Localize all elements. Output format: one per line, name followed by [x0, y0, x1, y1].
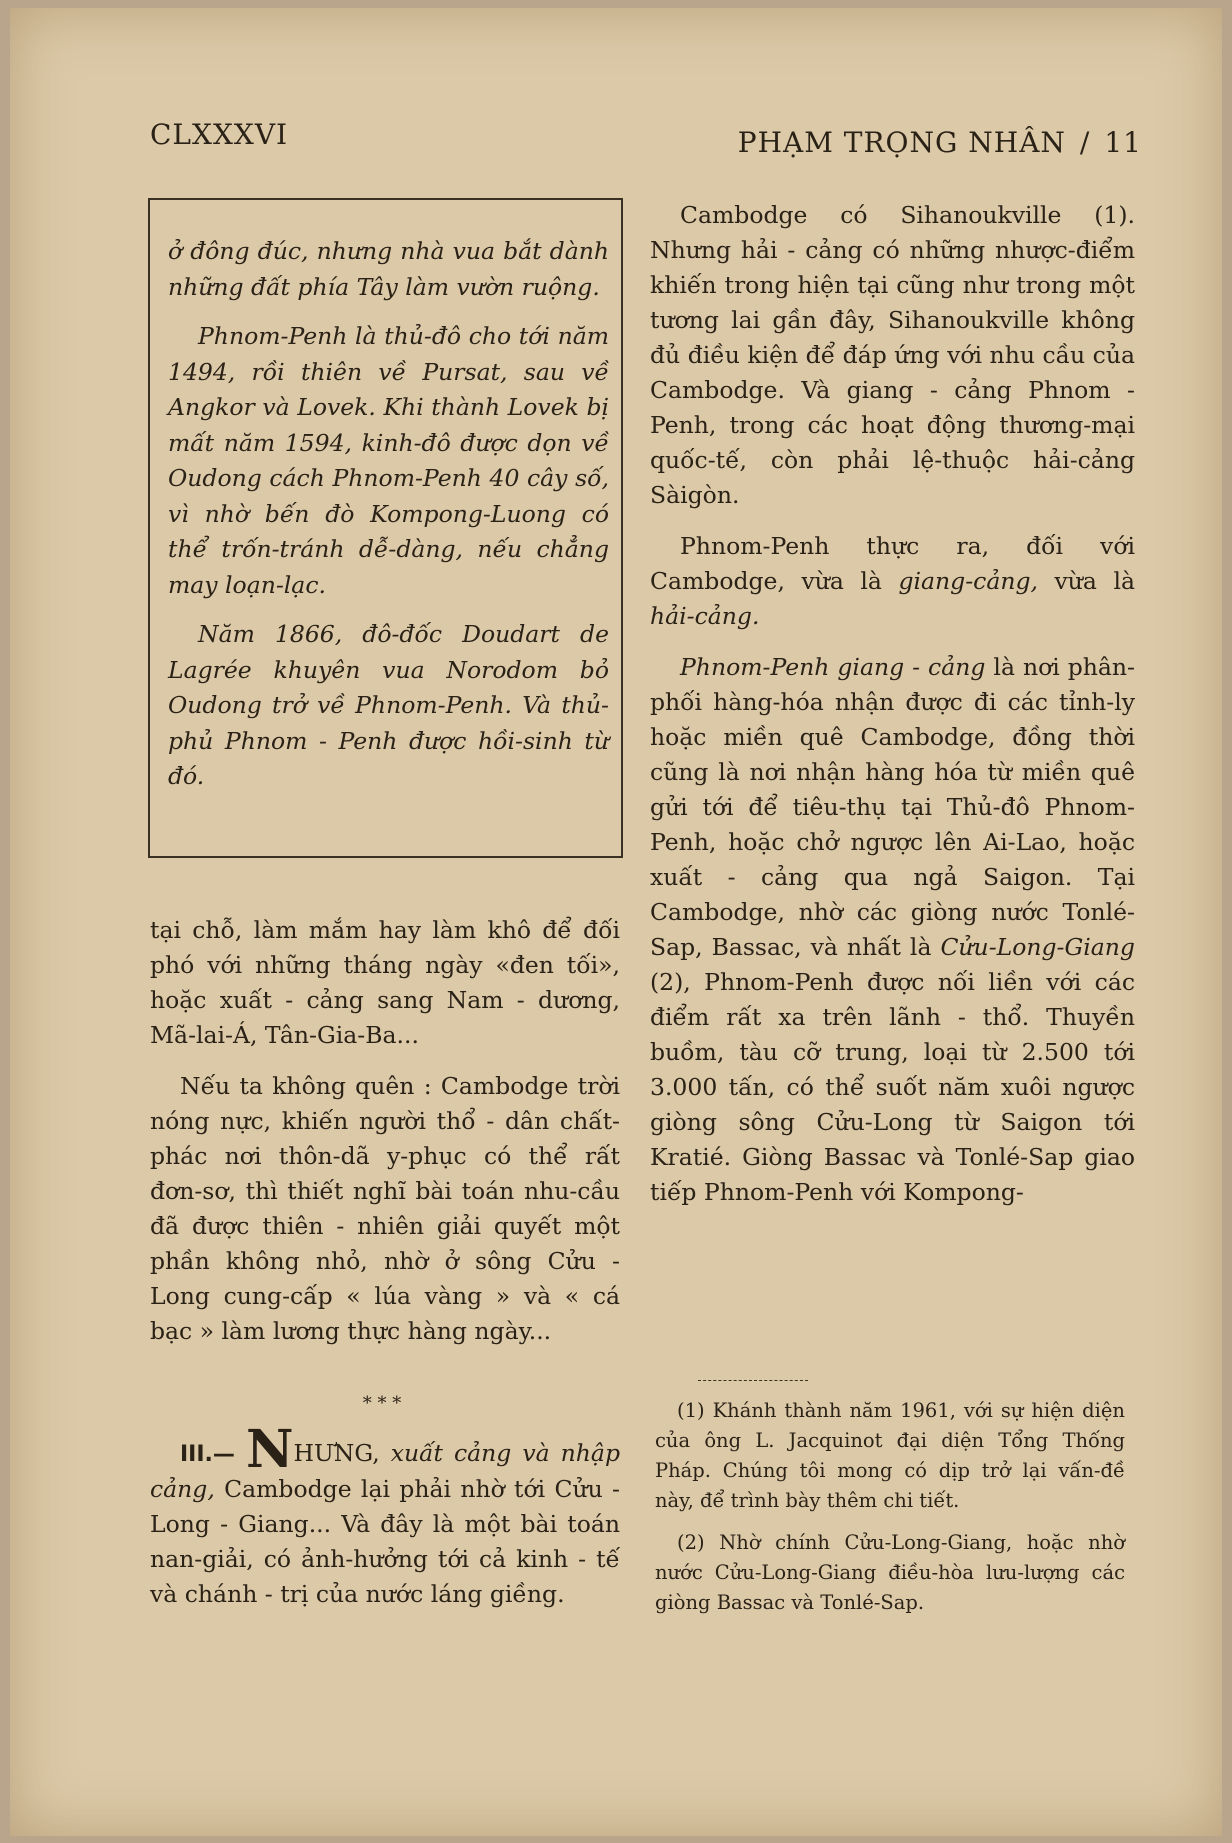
left-column: [150, 913, 620, 1628]
running-head-left: CLXXXVI: [150, 118, 289, 151]
header-separator: /: [1079, 126, 1091, 159]
box-paragraph-1: ở đông đúc, nhưng nhà vua bắt dành những đất phía Tây làm vườn ruộng.: [168, 237, 609, 301]
author-name: PHẠM TRỌNG NHÂN: [737, 126, 1066, 159]
footnote-2: (2) Nhờ chính Cửu-Long-Giang, hoặc nhờ nước Cửu-Long-Giang điều-hòa lưu-lượng các giòng Bassac và Tonlé-Sap.: [655, 1531, 1125, 1614]
boxed-sidebar: [148, 198, 623, 858]
page-number: 11: [1104, 126, 1142, 159]
footnote-1: (1) Khánh thành năm 1961, với sự hiện diện của ông L. Jacquinot đại diện Tổng Thống Pháp. Chúng tôi mong có dịp trở lại vấn-đề này, để trình bày thêm chi tiết.: [655, 1399, 1125, 1512]
section-italic: xuất cảng và nhập cảng,: [150, 1439, 620, 1503]
right-paragraph-1: Cambodge có Sihanoukville (1). Nhưng hải - cảng có những nhược-điểm khiến trong hiện tại cũng như trong một tương lai gần đây, Sihanoukville không đủ điều kiện để đáp ứng với nhu cầu của Cambodge. Và giang - cảng Phnom - Penh, trong các hoạt động thương-mại quốc-tế, còn phải lệ-thuộc hải-cảng Sàigòn.: [650, 201, 1135, 509]
footnote-rule: [698, 1380, 808, 1381]
section-three-paragraph: [150, 1419, 620, 1612]
left-paragraph-2: Nếu ta không quên : Cambodge trời nóng nực, khiến người thổ - dân chất-phác nơi thôn-dã y-phục có thể rất đơn-sơ, thì thiết nghĩ bài toán nhu-cầu đã được thiên - nhiên giải quyết một phần không nhỏ, nhờ ở sông Cửu - Long cung-cấp « lúa vàng » và « cá bạc » làm lương thực hàng ngày...: [150, 1072, 620, 1345]
right-p3-italic: Phnom-Penh giang - cảng: [680, 653, 986, 681]
section-text: Cambodge lại phải nhờ tới Cửu - Long - Giang... Và đây là một bài toán nan-giải, có ảnh-hưởng tới cả kinh - tế và chánh - trị của nước láng giềng.: [150, 1475, 620, 1608]
right-p2-a: Phnom-Penh thực ra, đối với Cambodge, vừa là: [650, 532, 1135, 595]
book-page: [10, 8, 1222, 1836]
right-paragraph-3: [650, 650, 1135, 1210]
right-p2-italic-1: giang-cảng,: [898, 567, 1038, 595]
right-p2-b: vừa là: [1054, 567, 1135, 595]
right-p3-italic-2: Cửu-Long-Giang: [940, 933, 1135, 961]
section-caps: HƯNG,: [293, 1439, 380, 1467]
left-paragraph-1: tại chỗ, làm mắm hay làm khô để đối phó với những tháng ngày «đen tối», hoặc xuất - cảng sang Nam - dương, Mã-lai-Á, Tân-Gia-Ba...: [150, 916, 620, 1049]
drop-cap: N: [245, 1419, 294, 1480]
section-stars: * * *: [362, 1393, 402, 1414]
right-column: [650, 198, 1135, 1226]
box-paragraph-3: Năm 1866, đô-đốc Doudart de Lagrée khuyên vua Norodom bỏ Oudong trở về Phnom-Penh. Và thủ-phủ Phnom - Penh được hồi-sinh từ đó.: [168, 620, 609, 790]
right-p3-a: là nơi phân-phối hàng-hóa nhận được đi các tỉnh-ly hoặc miền quê Cambodge, đồng thời cũng là nơi nhận hàng hóa từ miền quê gửi tới để tiêu-thụ tại Thủ-đô Phnom-Penh, hoặc chở ngược lên Ai-Lao, hoặc xuất - cảng qua ngả Saigon. Tại Cambodge, nhờ các giòng nước Tonlé-Sap, Bassac, và nhất là: [650, 653, 1135, 961]
box-paragraph-2: Phnom-Penh là thủ-đô cho tới năm 1494, rồi thiên về Pursat, sau về Angkor và Lovek. Khi thành Lovek bị mất năm 1594, kinh-đô được dọn về Oudong cách Phnom-Penh 40 cây số, vì nhờ bến đò Kompong-Luong có thể trốn-tránh dễ-dàng, nếu chẳng may loạn-lạc.: [168, 322, 609, 599]
right-paragraph-2: [650, 529, 1135, 634]
right-p3-b: (2), Phnom-Penh được nối liền với các điểm rất xa trên lãnh - thổ. Thuyền buồm, tàu cỡ trung, loại từ 2.500 tới 3.000 tấn, có thể suốt năm xuôi ngược giòng sông Cửu-Long từ Saigon tới Kratié. Giòng Bassac và Tonlé-Sap giao tiếp Phnom-Penh với Kompong-: [650, 968, 1135, 1206]
footnotes: [655, 1396, 1125, 1630]
right-p2-italic-2: hải-cảng.: [650, 602, 760, 630]
running-head-right: [738, 126, 1142, 159]
section-number: III.—: [180, 1442, 235, 1467]
